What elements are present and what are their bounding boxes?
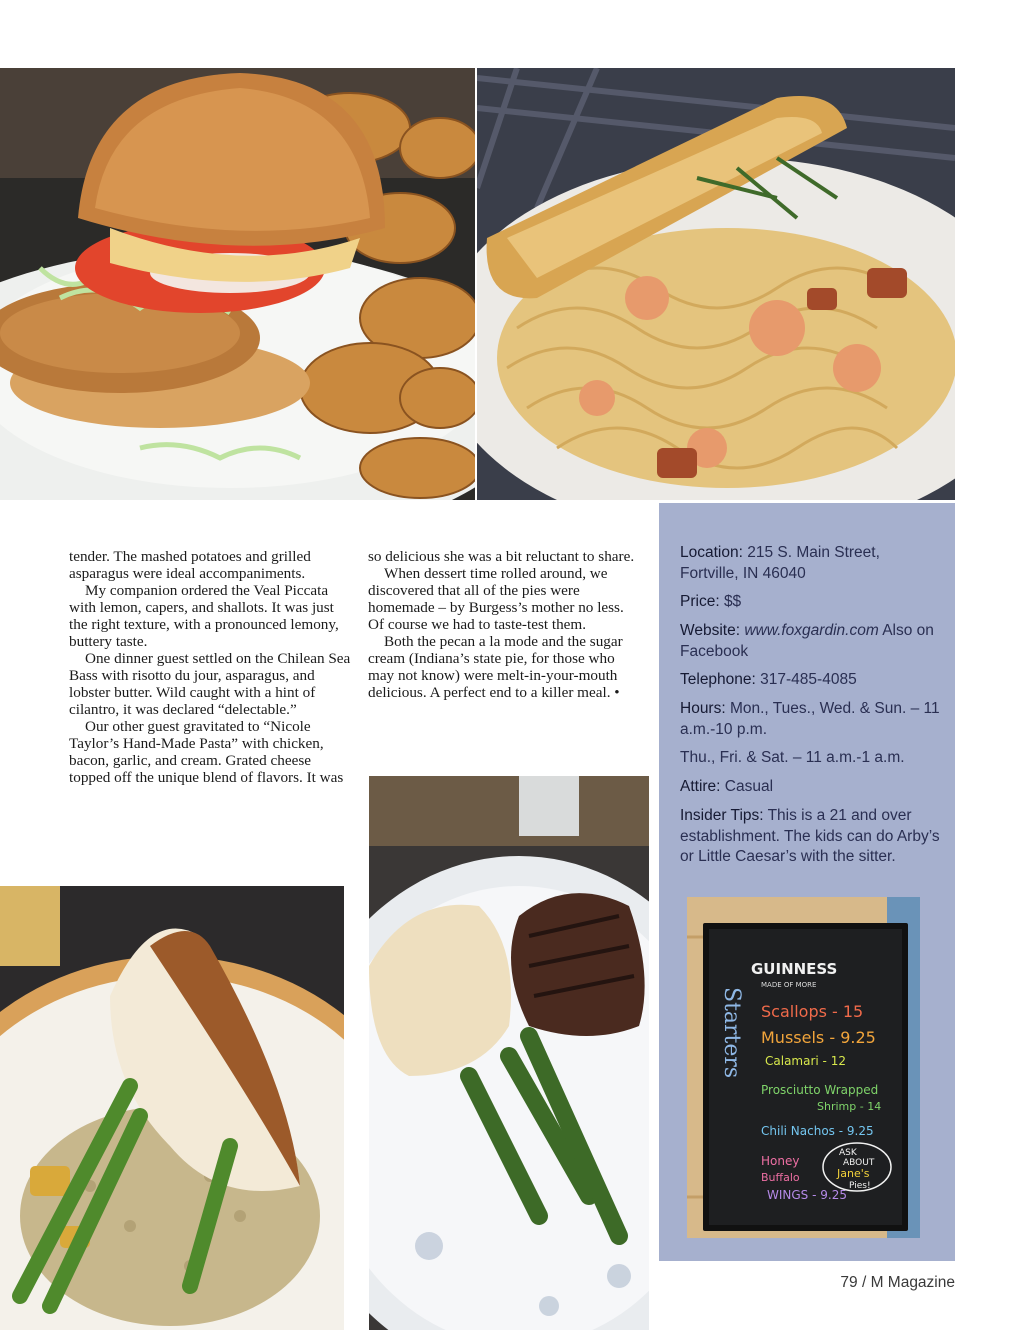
chalk-item: Scallops - 15 (761, 1002, 864, 1021)
chalk-brand-sub: MADE OF MORE (761, 981, 817, 989)
chalk-item: WINGS - 9.25 (767, 1188, 847, 1202)
info-hours-weekend (680, 748, 942, 769)
chalk-bubble: ABOUT (843, 1158, 875, 1168)
info-website (680, 621, 942, 662)
info-value: Also on Facebook (680, 622, 934, 660)
article-column-1 (69, 548, 354, 786)
chalk-item: Honey (761, 1154, 800, 1168)
info-value: This is a 21 and over establishment. The kids can do Arby’s or Little Caesar’s with the sitter. (680, 807, 940, 865)
article-paragraph: One dinner guest settled on the Chilean Sea Bass with risotto du jour, asparagus, and lobster butter. Wild caught with a hint of cilantro, it was declared “delectable.” (69, 650, 351, 718)
info-value: Thu., Fri. & Sat. – 11 a.m.-1 a.m. (680, 749, 905, 766)
restaurant-info-sidebar (659, 503, 955, 1261)
article-paragraph: Both the pecan a la mode and the sugar cream (Indiana’s state pie, for those who may not know) were melt-in-your-mouth delicious. A perfect end to a killer meal. • (368, 633, 623, 701)
chalk-item: Mussels - 9.25 (761, 1028, 876, 1047)
info-insider-tips (680, 806, 942, 868)
info-value: 317-485-4085 (760, 671, 857, 688)
info-label: Hours: (680, 700, 726, 717)
info-location (680, 543, 942, 584)
info-value: Casual (724, 778, 774, 795)
info-label: Telephone: (680, 671, 756, 688)
info-label: Price: (680, 593, 720, 610)
info-value: Mon., Tues., Wed. & Sun. – 11 a.m.-10 p.m. (680, 700, 940, 738)
chalk-item: Prosciutto Wrapped (761, 1083, 879, 1097)
info-value: $$ (723, 593, 742, 610)
info-label: Location: (680, 544, 743, 561)
info-attire (680, 777, 942, 798)
website-link[interactable]: www.foxgardin.com (744, 622, 879, 639)
info-hours (680, 699, 942, 740)
article-paragraph: When dessert time rolled around, we discovered that all of the pies were homemade – by Burgess’s mother no less. Of course we had to taste-test them. (368, 565, 624, 633)
photo-chalkboard-menu (687, 897, 920, 1238)
chalk-item: Buffalo (761, 1171, 800, 1184)
chalk-bubble: Pies! (849, 1181, 871, 1191)
info-label: Website: (680, 622, 741, 639)
article-paragraph: so delicious she was a bit reluctant to share. (368, 548, 635, 565)
chalk-item: Shrimp - 14 (817, 1100, 882, 1113)
photo-handmade-pasta (477, 68, 955, 500)
info-telephone (680, 670, 942, 691)
photo-chicken-sandwich (0, 68, 475, 500)
info-value: 215 S. Main Street, Fortville, IN 46040 (680, 544, 880, 582)
chalk-bubble: ASK (839, 1148, 857, 1158)
article-column-2 (368, 548, 638, 701)
page-folio: 79 / M Magazine (840, 1274, 955, 1291)
chalk-bubble: Jane's (837, 1167, 870, 1180)
info-label: Insider Tips: (680, 807, 764, 824)
article-paragraph: tender. The mashed potatoes and grilled asparagus were ideal accompaniments. (69, 548, 311, 582)
info-price (680, 592, 942, 613)
article-paragraph: My companion ordered the Veal Piccata with lemon, capers, and shallots. It was just the right texture, with a pronounced lemony, buttery taste. (69, 582, 339, 650)
chalk-item: Chili Nachos - 9.25 (761, 1124, 874, 1138)
chalk-brand: GUINNESS (751, 960, 838, 978)
photo-steak-potatoes (369, 776, 649, 1330)
info-label: Attire: (680, 778, 721, 795)
article-paragraph: Our other guest gravitated to “Nicole Taylor’s Hand-Made Pasta” with chicken, bacon, garlic, and cream. Grated cheese topped off the unique blend of flavors. It was (69, 718, 344, 786)
chalk-heading: Starters (719, 987, 744, 1079)
chalk-item: Calamari - 12 (765, 1054, 846, 1068)
photo-chilean-sea-bass (0, 886, 344, 1330)
